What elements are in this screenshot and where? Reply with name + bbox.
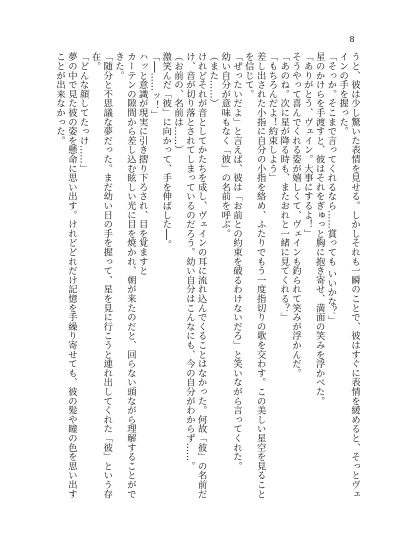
paragraph: 夢の中で見た彼の姿を懸命に思い出す。けれどどれだけ記憶を手繰り寄せても、彼の髪や瞳の色を思い出すことが出来なかった。 (54, 52, 77, 499)
paragraph: 「どんな顔してたっけ……」 (77, 52, 89, 173)
paragraph: （また……） (207, 52, 219, 108)
paragraph: 「もちろんだよ！約束しよう」 (266, 52, 278, 183)
paragraph: （お前の、名前は……） (172, 52, 184, 155)
paragraph: カーテンの隙間から差し込む眩しい光に目を焼かれ、朝が来たのだと、回らない頭ながら理解することができた。 (113, 52, 136, 499)
page-number: 8 (349, 35, 355, 44)
paragraph: 「あのね。次に星が降る時も、またおれと一緒に見てくれる？」 (278, 52, 290, 322)
paragraph: 「ぜったいだよ」と言えば、彼は「お前との約束を破るわけないだろ」と笑いながら言ってくれた。 (231, 52, 243, 471)
paragraph: 「随分と不思議な夢だった。まだ幼い日の手を握って、星を見に行こうと連れ出してくれた「彼」という存在。 (89, 52, 113, 499)
paragraph: 差し出された小指に自分の小指を絡め、ふたりでもう一度指切りの歌を交わす。この美しい星空を見ることを信じて。 (242, 52, 266, 499)
paragraph: 星のかけらを手渡すと、彼はそれをぎゅっと胸に抱き寄せ、満面の笑みを浮かべた。 (313, 52, 325, 406)
paragraph: うと、彼は少し驚いた表情を見せる。しかしそれも一瞬のことで、彼はすぐに表情を緩めると、そっとヴェインの手を握った。 (337, 52, 360, 499)
paragraph: 「──……ッ！」 (148, 52, 160, 119)
paragraph: ハッと意識が現実に引き摺り下ろされ、目を覚ますと (136, 52, 148, 276)
paragraph: そうやって喜んでくれる姿が嬉しくて、ヴェインも釣られて笑みが浮かんだ。 (290, 52, 302, 378)
paragraph: 「ありがとう、ヴェイン。大事にするよ！」 (301, 52, 313, 238)
paragraph: 幼い自分が意味もなく「彼」の名前を呼ぶ。 (219, 52, 231, 238)
paragraph: 激笑んだ「彼」に向かって、手を伸ばした──。 (160, 52, 172, 250)
paragraph: 「そっか。そこまで言ってくれるなら……賞っても いいかな？」 (325, 52, 337, 325)
novel-body-text (42, 52, 360, 502)
paragraph: けれどそれが音としてかたちを成し、ヴェインの耳に流れ込んでくることはなかった。何故「彼」の名前だけ、音が切り落とされてしまっているのだろう。幼い自分はこんなにも、今の自分がわからず……。 (183, 52, 207, 499)
